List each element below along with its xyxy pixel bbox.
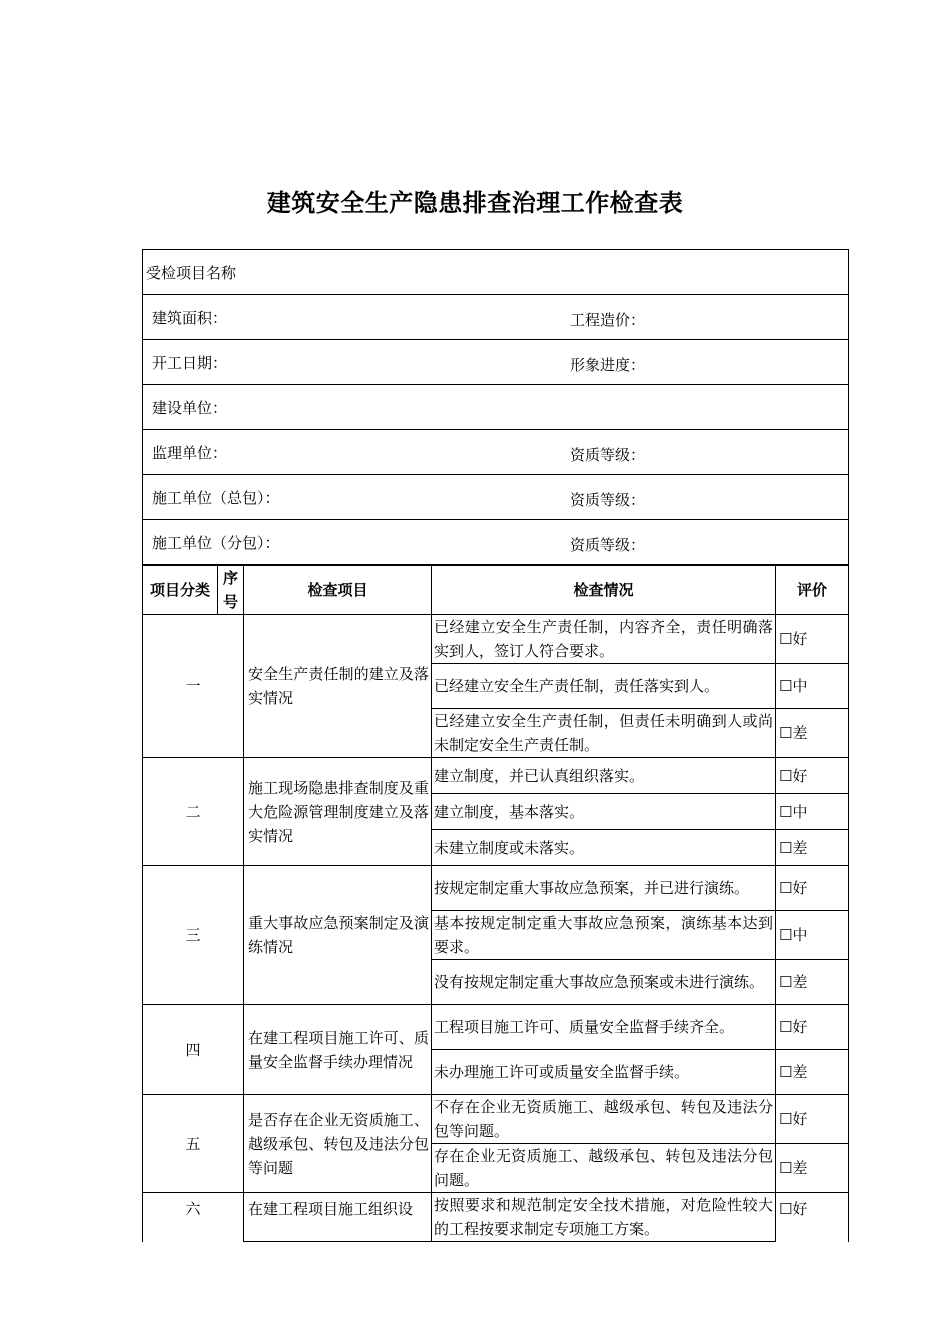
category-cell: 六	[143, 1193, 244, 1242]
rating-checkbox[interactable]	[776, 960, 849, 1005]
rating-label: 差	[792, 724, 808, 742]
item-cell: 施工现场隐患排查制度及重大危险源管理制度建立及落实情况	[244, 758, 432, 866]
rating-label: 中	[792, 926, 808, 944]
start-date-label: 开工日期：	[152, 353, 228, 372]
contractor-sub-label: 施工单位（分包）：	[152, 533, 280, 552]
checkbox-icon[interactable]: ☐	[779, 838, 793, 857]
item-cell: 重大事故应急预案制定及演练情况	[244, 866, 432, 1005]
rating-label: 好	[792, 1018, 808, 1036]
rating-checkbox[interactable]	[776, 794, 849, 830]
builder-row[interactable]	[143, 385, 849, 430]
rating-label: 好	[792, 630, 808, 648]
project-name-label: 受检项目名称	[146, 263, 237, 282]
checkbox-icon[interactable]: ☐	[779, 724, 793, 742]
category-cell: 一	[143, 615, 244, 758]
contractor-general-row[interactable]	[143, 475, 849, 520]
condition-cell: 已经建立安全生产责任制，责任落实到人。	[432, 664, 776, 709]
condition-cell: 没有按规定制定重大事故应急预案或未进行演练。	[432, 960, 776, 1005]
rating-checkbox[interactable]	[776, 664, 849, 709]
rating-checkbox[interactable]	[776, 1005, 849, 1050]
contractor-sub-row[interactable]	[143, 520, 849, 565]
category-cell: 二	[143, 758, 244, 866]
header-condition: 检查情况	[432, 566, 776, 615]
condition-cell: 存在企业无资质施工、越级承包、转包及违法分包问题。	[432, 1144, 776, 1193]
rating-label: 差	[792, 838, 808, 857]
rating-label: 好	[792, 1200, 808, 1218]
page-title: 建筑安全生产隐患排查治理工作检查表	[266, 189, 684, 217]
builder-label: 建设单位：	[152, 398, 228, 417]
rating-checkbox[interactable]	[776, 1193, 849, 1242]
checkbox-icon[interactable]: ☐	[779, 1159, 793, 1177]
condition-cell: 按照要求和规范制定安全技术措施，对危险性较大的工程按要求制定专项施工方案。	[432, 1193, 776, 1242]
date-progress-row[interactable]	[143, 340, 849, 385]
checkbox-icon[interactable]: ☐	[779, 973, 793, 991]
progress-label: 形象进度：	[570, 356, 646, 374]
condition-cell: 已经建立安全生产责任制，但责任未明确到人或尚未制定安全生产责任制。	[432, 709, 776, 758]
rating-label: 中	[792, 677, 808, 695]
contractor-sub-grade-label: 资质等级：	[570, 536, 646, 554]
rating-checkbox[interactable]	[776, 830, 849, 866]
item-cell: 在建工程项目施工组织设	[244, 1193, 432, 1242]
rating-checkbox[interactable]	[776, 1050, 849, 1095]
area-label: 建筑面积：	[152, 308, 228, 327]
rating-checkbox[interactable]	[776, 911, 849, 960]
header-seq: 序号	[218, 566, 244, 615]
checkbox-icon[interactable]: ☐	[779, 1110, 793, 1128]
table-row	[143, 1193, 849, 1242]
checkbox-icon[interactable]: ☐	[779, 879, 793, 897]
table-row	[143, 615, 849, 664]
project-info-table	[142, 249, 849, 565]
condition-cell: 未建立制度或未落实。	[432, 830, 776, 866]
condition-cell: 建立制度，基本落实。	[432, 794, 776, 830]
rating-label: 好	[792, 766, 808, 785]
rating-label: 中	[792, 802, 808, 821]
table-row	[143, 1095, 849, 1144]
condition-cell: 按规定制定重大事故应急预案，并已进行演练。	[432, 866, 776, 911]
rating-checkbox[interactable]	[776, 1144, 849, 1193]
item-cell: 安全生产责任制的建立及落实情况	[244, 615, 432, 758]
table-row	[143, 1005, 849, 1050]
condition-cell: 已经建立安全生产责任制，内容齐全，责任明确落实到人，签订人符合要求。	[432, 615, 776, 664]
condition-cell: 未办理施工许可或质量安全监督手续。	[432, 1050, 776, 1095]
checkbox-icon[interactable]: ☐	[779, 1018, 793, 1036]
rating-checkbox[interactable]	[776, 866, 849, 911]
supervisor-grade-label: 资质等级：	[570, 446, 646, 464]
condition-cell: 建立制度，并已认真组织落实。	[432, 758, 776, 794]
area-cost-row[interactable]	[143, 295, 849, 340]
rating-label: 差	[792, 973, 808, 991]
table-row	[143, 758, 849, 794]
contractor-general-label: 施工单位（总包）：	[152, 488, 280, 507]
cost-label: 工程造价：	[570, 311, 646, 329]
inspection-table	[142, 565, 849, 1242]
header-category: 项目分类	[143, 566, 218, 615]
checkbox-icon[interactable]: ☐	[779, 677, 793, 695]
rating-label: 差	[792, 1063, 808, 1081]
rating-label: 好	[792, 879, 808, 897]
rating-checkbox[interactable]	[776, 1095, 849, 1144]
category-cell: 五	[143, 1095, 244, 1193]
checkbox-icon[interactable]: ☐	[779, 802, 793, 821]
checkbox-icon[interactable]: ☐	[779, 926, 793, 944]
contractor-general-grade-label: 资质等级：	[570, 491, 646, 509]
supervisor-label: 监理单位：	[152, 443, 228, 462]
category-cell: 三	[143, 866, 244, 1005]
rating-checkbox[interactable]	[776, 615, 849, 664]
checkbox-icon[interactable]: ☐	[779, 1200, 793, 1218]
condition-cell: 基本按规定制定重大事故应急预案，演练基本达到要求。	[432, 911, 776, 960]
item-cell: 在建工程项目施工许可、质量安全监督手续办理情况	[244, 1005, 432, 1095]
header-evaluation: 评价	[776, 566, 849, 615]
header-item: 检查项目	[244, 566, 432, 615]
project-name-cell[interactable]	[143, 250, 849, 295]
table-row	[143, 866, 849, 911]
condition-cell: 不存在企业无资质施工、越级承包、转包及违法分包等问题。	[432, 1095, 776, 1144]
rating-checkbox[interactable]	[776, 758, 849, 794]
category-cell: 四	[143, 1005, 244, 1095]
checkbox-icon[interactable]: ☐	[779, 1063, 793, 1081]
rating-label: 好	[792, 1110, 808, 1128]
checkbox-icon[interactable]: ☐	[779, 630, 793, 648]
item-cell: 是否存在企业无资质施工、越级承包、转包及违法分包等问题	[244, 1095, 432, 1193]
condition-cell: 工程项目施工许可、质量安全监督手续齐全。	[432, 1005, 776, 1050]
rating-checkbox[interactable]	[776, 709, 849, 758]
rating-label: 差	[792, 1159, 808, 1177]
header-row	[143, 566, 849, 615]
supervisor-row[interactable]	[143, 430, 849, 475]
checkbox-icon[interactable]: ☐	[779, 766, 793, 785]
